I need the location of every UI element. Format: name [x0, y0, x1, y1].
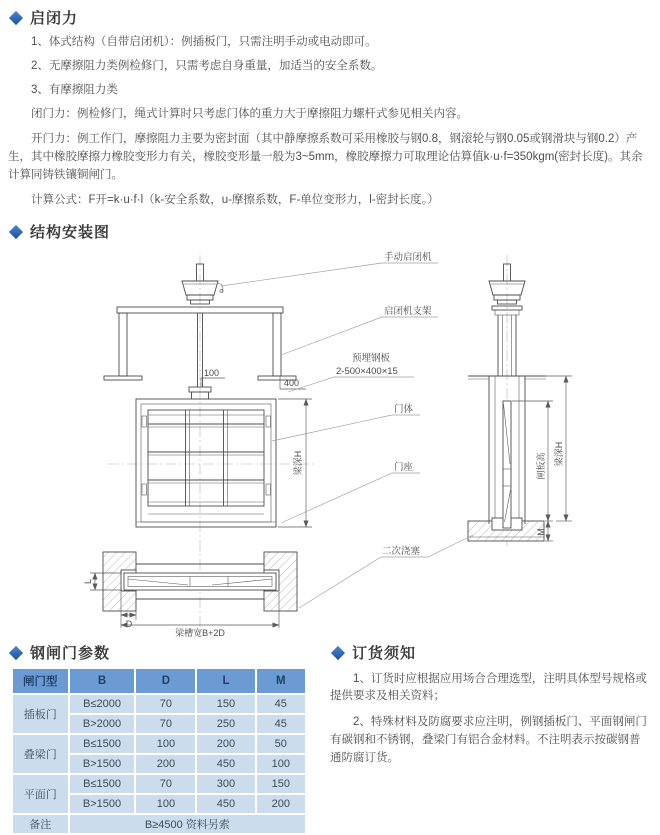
gate-plate-height-text: 闸板高	[536, 451, 546, 480]
cell-d: 70	[136, 695, 195, 713]
formula-paragraph: 计算公式：F开=k·u·f·l（k-安全系数，u-摩擦系数，F-单位变形力，l-密封长度。）	[31, 193, 439, 206]
gate-seat-front	[136, 399, 276, 527]
manual-hoist-front	[182, 264, 223, 304]
opening-force-item-1: 1、体式结构（自带启闭机）：例插板门，只需注明手动或电动即可。	[31, 36, 377, 48]
col-header-d: D	[136, 669, 195, 693]
table-row	[13, 695, 305, 713]
cell-m: 200	[257, 795, 305, 813]
beam-depth-front-text: 梁深H	[293, 450, 303, 475]
col-header-b: B	[70, 669, 135, 693]
dim-m-text: M	[536, 527, 546, 536]
label-hoist-bracket	[281, 305, 438, 355]
diamond-bullet-icon	[9, 224, 23, 238]
cell-l: 450	[197, 755, 254, 773]
opening-force-title: 启闭力	[30, 10, 79, 27]
parameters-table	[11, 667, 307, 835]
side-view	[468, 264, 572, 541]
cell-m: 45	[257, 695, 305, 713]
installation-header	[8, 221, 646, 242]
cell-l: 250	[197, 715, 254, 733]
beam-depth-side-text: 梁深H	[554, 441, 564, 466]
cell-d: 70	[136, 715, 195, 733]
opening-force-header	[8, 7, 646, 28]
cell-b: B≤1500	[70, 775, 135, 793]
cell-m: 50	[257, 735, 305, 753]
note-value-cell: B≥4500 资料另索	[70, 815, 305, 833]
svg-text:启闭机支架: 启闭机支架	[384, 305, 432, 317]
groove-width-text: 梁槽宽B+2D	[175, 627, 225, 638]
cell-l: 200	[197, 735, 254, 753]
dim-400	[280, 376, 306, 389]
cell-d: 70	[136, 775, 195, 793]
installation-title: 结构安装图	[30, 223, 111, 241]
section-installation	[0, 217, 660, 242]
svg-text:二次浇塞: 二次浇塞	[382, 545, 421, 557]
table-row	[13, 735, 305, 753]
diamond-bullet-icon	[331, 645, 345, 659]
label-manual-hoist	[221, 251, 438, 286]
gate-plate-side	[503, 401, 511, 528]
cell-l: 150	[197, 695, 254, 713]
table-note-row	[13, 815, 305, 833]
gate-type-cell: 平面门	[13, 775, 68, 813]
dim-400-text: 400	[284, 377, 300, 388]
cell-l: 450	[197, 795, 254, 813]
cell-b: B≤2000	[70, 695, 135, 713]
parameters-title: 钢闸门参数	[30, 644, 111, 662]
cell-b: B≤1500	[70, 735, 135, 753]
dim-100	[201, 368, 225, 387]
note-label-cell: 备注	[13, 815, 68, 833]
svg-text:门座: 门座	[394, 461, 414, 473]
section-ordering	[330, 640, 648, 835]
dim-l-text: L	[83, 578, 93, 584]
section-opening-force	[0, 0, 660, 210]
section-parameters	[8, 640, 310, 835]
svg-text:门体: 门体	[394, 403, 414, 415]
gate-type-cell: 插板门	[13, 695, 68, 733]
dim-beam-depth-front	[278, 399, 312, 527]
col-header-gate-type: 闸门型	[13, 669, 68, 693]
svg-text:2-500×400×15: 2-500×400×15	[336, 365, 398, 377]
dim-beam-depth-side	[546, 376, 572, 521]
diamond-bullet-icon	[9, 11, 23, 25]
ordering-title: 订货须知	[352, 644, 417, 662]
col-header-m: M	[257, 669, 305, 693]
svg-text:手动启闭机: 手动启闭机	[384, 251, 432, 263]
label-gate-body	[272, 403, 420, 441]
front-view	[104, 264, 312, 527]
dim-100-text: 100	[204, 367, 220, 378]
closing-force-paragraph: 闭门力：例检修门，绳式计算时只考虑门体的重力大于摩擦阻力螺杆式参见相关内容。	[31, 108, 468, 121]
cell-d: 200	[136, 755, 195, 773]
cell-b: B>2000	[70, 715, 135, 733]
table-row	[13, 775, 305, 793]
cell-d: 100	[136, 795, 195, 813]
table-header-row	[13, 669, 305, 693]
installation-drawing	[0, 244, 660, 638]
cell-m: 150	[257, 775, 305, 793]
label-embedded-plate	[288, 352, 414, 392]
opening-force-item-2: 2、无摩擦阻力类例检修门，只需考虑自身重量，加适当的安全系数。	[31, 59, 383, 72]
diamond-bullet-icon	[9, 645, 23, 659]
gate-body-front	[142, 410, 271, 514]
cell-d: 100	[136, 735, 195, 753]
plan-view	[83, 552, 297, 638]
svg-text:预埋钢板: 预埋钢板	[352, 352, 391, 364]
opening-force-item-3: 3、有摩擦阻力类	[31, 83, 118, 96]
bottom-section	[0, 638, 660, 835]
gate-type-cell: 叠梁门	[13, 735, 68, 773]
opening-force-paragraph: 开门力：例工作门，摩擦阻力主要为密封面（其中静摩擦系数可采用橡胶与钢0.8，钢滚轮与钢0.05或钢滑块与钢0.2）产生，其中橡胶摩擦力橡胶变形力有关，橡胶变形量一般为3~5mm，橡胶摩擦力可取理论估算值k·u·f=350kgm(密封长度)。其余计算同铸铁镶铜闸门。	[8, 133, 643, 181]
label-secondary-grout	[299, 535, 473, 608]
installation-diagram	[0, 244, 660, 638]
ordering-header	[330, 642, 648, 663]
dim-gate-plate-height	[512, 401, 553, 521]
cell-b: B>1500	[70, 755, 135, 773]
ordering-item-2: 2、特殊材料及防腐要求应注明，例钢插板门、平面钢闸门有碳钢和不锈钢，叠梁门有铝合金材料。不注明表示按碳钢普通防腐订货。	[330, 716, 647, 764]
cell-l: 300	[197, 775, 254, 793]
ordering-item-1: 1、订货时应根据应用场合合理选型，注明具体型号规格或提供要求及相关资料；	[330, 672, 647, 703]
col-header-l: L	[197, 669, 254, 693]
leader-labels	[221, 251, 473, 608]
cell-m: 45	[257, 715, 305, 733]
dim-d-text: D	[125, 618, 133, 629]
plan-gate-slab	[124, 573, 276, 590]
cell-m: 100	[257, 755, 305, 773]
parameters-header	[8, 642, 310, 663]
cell-b: B>1500	[70, 795, 135, 813]
